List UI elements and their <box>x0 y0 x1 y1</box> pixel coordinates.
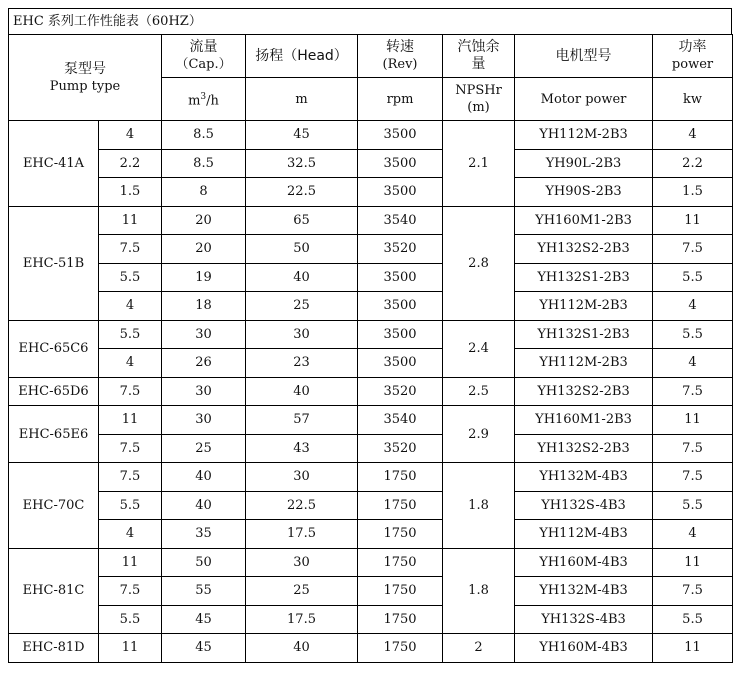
motor-cell: YH132S2-2B3 <box>515 434 653 463</box>
speed-cell: 3540 <box>358 406 443 435</box>
sub-power-cell: 4 <box>99 121 162 150</box>
table-title: EHC 系列工作性能表（60HZ） <box>8 8 732 34</box>
motor-cell: YH90L-2B3 <box>515 149 653 178</box>
sub-power-cell: 5.5 <box>99 605 162 634</box>
header-power-cn: 功率 <box>678 39 707 55</box>
speed-cell: 3500 <box>358 121 443 150</box>
head-cell: 50 <box>246 235 358 264</box>
motor-cell: YH160M-4B3 <box>515 634 653 663</box>
unit-motor: Motor power <box>515 78 653 121</box>
power-cell: 2.2 <box>653 149 733 178</box>
header-power-en: power <box>671 57 714 72</box>
unit-head: m <box>246 78 358 121</box>
motor-cell: YH132S1-2B3 <box>515 320 653 349</box>
power-cell: 4 <box>653 520 733 549</box>
motor-cell: YH112M-4B3 <box>515 520 653 549</box>
sub-power-cell: 7.5 <box>99 463 162 492</box>
header-speed-cn: 转速 <box>386 39 415 55</box>
head-cell: 22.5 <box>246 178 358 207</box>
npsh-cell: 2 <box>443 634 515 663</box>
pump-model-cell: EHC-41A <box>9 121 99 207</box>
npsh-cell: 2.9 <box>443 406 515 463</box>
pump-model-cell: EHC-65C6 <box>9 320 99 377</box>
flow-cell: 35 <box>162 520 246 549</box>
pump-model-cell: EHC-51B <box>9 206 99 320</box>
motor-cell: YH160M1-2B3 <box>515 206 653 235</box>
motor-cell: YH132S2-2B3 <box>515 235 653 264</box>
speed-cell: 3500 <box>358 178 443 207</box>
flow-cell: 8.5 <box>162 149 246 178</box>
power-cell: 5.5 <box>653 320 733 349</box>
speed-cell: 3500 <box>358 263 443 292</box>
header-motor <box>515 35 653 78</box>
unit-speed: rpm <box>358 78 443 121</box>
table-row <box>9 320 733 349</box>
header-head-cn: 扬程（Head） <box>255 47 348 64</box>
header-npsh <box>443 35 515 78</box>
speed-cell: 1750 <box>358 577 443 606</box>
flow-cell: 55 <box>162 577 246 606</box>
power-cell: 5.5 <box>653 263 733 292</box>
head-cell: 22.5 <box>246 491 358 520</box>
speed-cell: 3500 <box>358 292 443 321</box>
sub-power-cell: 11 <box>99 406 162 435</box>
header-pump-en: Pump type <box>49 78 121 94</box>
npsh-cell: 2.1 <box>443 121 515 207</box>
unit-power: kw <box>653 78 733 121</box>
pump-model-cell: EHC-65D6 <box>9 377 99 406</box>
power-cell: 4 <box>653 121 733 150</box>
head-cell: 17.5 <box>246 520 358 549</box>
head-cell: 30 <box>246 463 358 492</box>
speed-cell: 1750 <box>358 605 443 634</box>
table-row <box>9 349 733 378</box>
unit-npsh-m: (m) <box>467 100 490 115</box>
head-cell: 25 <box>246 577 358 606</box>
motor-cell: YH132S1-2B3 <box>515 263 653 292</box>
speed-cell: 1750 <box>358 548 443 577</box>
motor-cell: YH160M-4B3 <box>515 548 653 577</box>
header-flow-en: （Cap.） <box>175 57 232 72</box>
motor-cell: YH112M-2B3 <box>515 121 653 150</box>
table-row <box>9 463 733 492</box>
head-cell: 45 <box>246 121 358 150</box>
sub-power-cell: 11 <box>99 548 162 577</box>
speed-cell: 3520 <box>358 434 443 463</box>
sub-power-cell: 4 <box>99 520 162 549</box>
unit-flow-sup: 3 <box>200 91 207 102</box>
header-npsh-cn1: 汽蚀余 <box>457 39 500 55</box>
table-row <box>9 634 733 663</box>
table-row <box>9 406 733 435</box>
table-row <box>9 235 733 264</box>
flow-cell: 8.5 <box>162 121 246 150</box>
head-cell: 57 <box>246 406 358 435</box>
table-row <box>9 577 733 606</box>
power-cell: 11 <box>653 206 733 235</box>
head-cell: 30 <box>246 320 358 349</box>
table-row <box>9 292 733 321</box>
motor-cell: YH112M-2B3 <box>515 349 653 378</box>
flow-cell: 8 <box>162 178 246 207</box>
head-cell: 43 <box>246 434 358 463</box>
head-cell: 17.5 <box>246 605 358 634</box>
npsh-cell: 2.8 <box>443 206 515 320</box>
flow-cell: 26 <box>162 349 246 378</box>
flow-cell: 45 <box>162 605 246 634</box>
speed-cell: 3500 <box>358 320 443 349</box>
performance-sheet <box>8 8 733 663</box>
sub-power-cell: 5.5 <box>99 320 162 349</box>
power-cell: 4 <box>653 349 733 378</box>
header-npsh-cn2: 量 <box>471 56 486 72</box>
flow-cell: 19 <box>162 263 246 292</box>
speed-cell: 1750 <box>358 463 443 492</box>
flow-cell: 18 <box>162 292 246 321</box>
header-motor-cn: 电机型号 <box>555 47 612 64</box>
speed-cell: 3540 <box>358 206 443 235</box>
motor-cell: YH132M-4B3 <box>515 577 653 606</box>
header-power <box>653 35 733 78</box>
power-cell: 7.5 <box>653 235 733 264</box>
flow-cell: 45 <box>162 634 246 663</box>
header-speed-en: (Rev) <box>382 57 418 72</box>
motor-cell: YH132S-4B3 <box>515 491 653 520</box>
header-head <box>246 35 358 78</box>
npsh-cell: 1.8 <box>443 463 515 549</box>
header-speed <box>358 35 443 78</box>
table-row <box>9 206 733 235</box>
header-flow <box>162 35 246 78</box>
pump-model-cell: EHC-81C <box>9 548 99 634</box>
unit-npsh <box>443 78 515 121</box>
npsh-cell: 2.5 <box>443 377 515 406</box>
sub-power-cell: 7.5 <box>99 235 162 264</box>
speed-cell: 3500 <box>358 349 443 378</box>
sub-power-cell: 2.2 <box>99 149 162 178</box>
speed-cell: 1750 <box>358 520 443 549</box>
motor-cell: YH90S-2B3 <box>515 178 653 207</box>
sub-power-cell: 7.5 <box>99 377 162 406</box>
power-cell: 7.5 <box>653 463 733 492</box>
pump-model-cell: EHC-81D <box>9 634 99 663</box>
table-row <box>9 520 733 549</box>
sub-power-cell: 5.5 <box>99 491 162 520</box>
motor-cell: YH132S2-2B3 <box>515 377 653 406</box>
power-cell: 1.5 <box>653 178 733 207</box>
table-row <box>9 149 733 178</box>
flow-cell: 40 <box>162 463 246 492</box>
power-cell: 7.5 <box>653 577 733 606</box>
head-cell: 25 <box>246 292 358 321</box>
sub-power-cell: 4 <box>99 292 162 321</box>
head-cell: 32.5 <box>246 149 358 178</box>
motor-cell: YH132M-4B3 <box>515 463 653 492</box>
sub-power-cell: 11 <box>99 634 162 663</box>
flow-cell: 20 <box>162 235 246 264</box>
unit-flow-tail: /h <box>206 93 219 109</box>
table-row <box>9 377 733 406</box>
head-cell: 23 <box>246 349 358 378</box>
header-row-top <box>9 35 733 78</box>
table-row <box>9 548 733 577</box>
head-cell: 65 <box>246 206 358 235</box>
head-cell: 40 <box>246 634 358 663</box>
speed-cell: 3520 <box>358 377 443 406</box>
header-pump-cn: 泵型号 <box>64 60 106 77</box>
sub-power-cell: 7.5 <box>99 434 162 463</box>
flow-cell: 40 <box>162 491 246 520</box>
header-pump-type <box>9 35 162 121</box>
flow-cell: 30 <box>162 320 246 349</box>
table-row <box>9 121 733 150</box>
motor-cell: YH132S-4B3 <box>515 605 653 634</box>
sub-power-cell: 4 <box>99 349 162 378</box>
header-flow-cn: 流量 <box>189 39 218 55</box>
pump-model-cell: EHC-70C <box>9 463 99 549</box>
power-cell: 11 <box>653 634 733 663</box>
head-cell: 40 <box>246 263 358 292</box>
head-cell: 30 <box>246 548 358 577</box>
flow-cell: 30 <box>162 377 246 406</box>
power-cell: 5.5 <box>653 491 733 520</box>
power-cell: 7.5 <box>653 377 733 406</box>
power-cell: 5.5 <box>653 605 733 634</box>
npsh-cell: 2.4 <box>443 320 515 377</box>
sub-power-cell: 7.5 <box>99 577 162 606</box>
unit-flow <box>162 78 246 121</box>
speed-cell: 3500 <box>358 149 443 178</box>
speed-cell: 1750 <box>358 491 443 520</box>
sub-power-cell: 5.5 <box>99 263 162 292</box>
speed-cell: 1750 <box>358 634 443 663</box>
power-cell: 11 <box>653 406 733 435</box>
sub-power-cell: 11 <box>99 206 162 235</box>
motor-cell: YH160M1-2B3 <box>515 406 653 435</box>
table-row <box>9 263 733 292</box>
flow-cell: 25 <box>162 434 246 463</box>
table-row <box>9 434 733 463</box>
unit-npsh-en: NPSHr <box>455 83 502 98</box>
head-cell: 40 <box>246 377 358 406</box>
power-cell: 4 <box>653 292 733 321</box>
npsh-cell: 1.8 <box>443 548 515 634</box>
speed-cell: 3520 <box>358 235 443 264</box>
power-cell: 11 <box>653 548 733 577</box>
table-row <box>9 605 733 634</box>
table-body <box>9 35 733 663</box>
unit-flow-base: m <box>188 93 201 109</box>
pump-model-cell: EHC-65E6 <box>9 406 99 463</box>
sub-power-cell: 1.5 <box>99 178 162 207</box>
flow-cell: 50 <box>162 548 246 577</box>
flow-cell: 20 <box>162 206 246 235</box>
table-row <box>9 491 733 520</box>
flow-cell: 30 <box>162 406 246 435</box>
performance-table <box>8 34 733 663</box>
motor-cell: YH112M-2B3 <box>515 292 653 321</box>
power-cell: 7.5 <box>653 434 733 463</box>
table-row <box>9 178 733 207</box>
